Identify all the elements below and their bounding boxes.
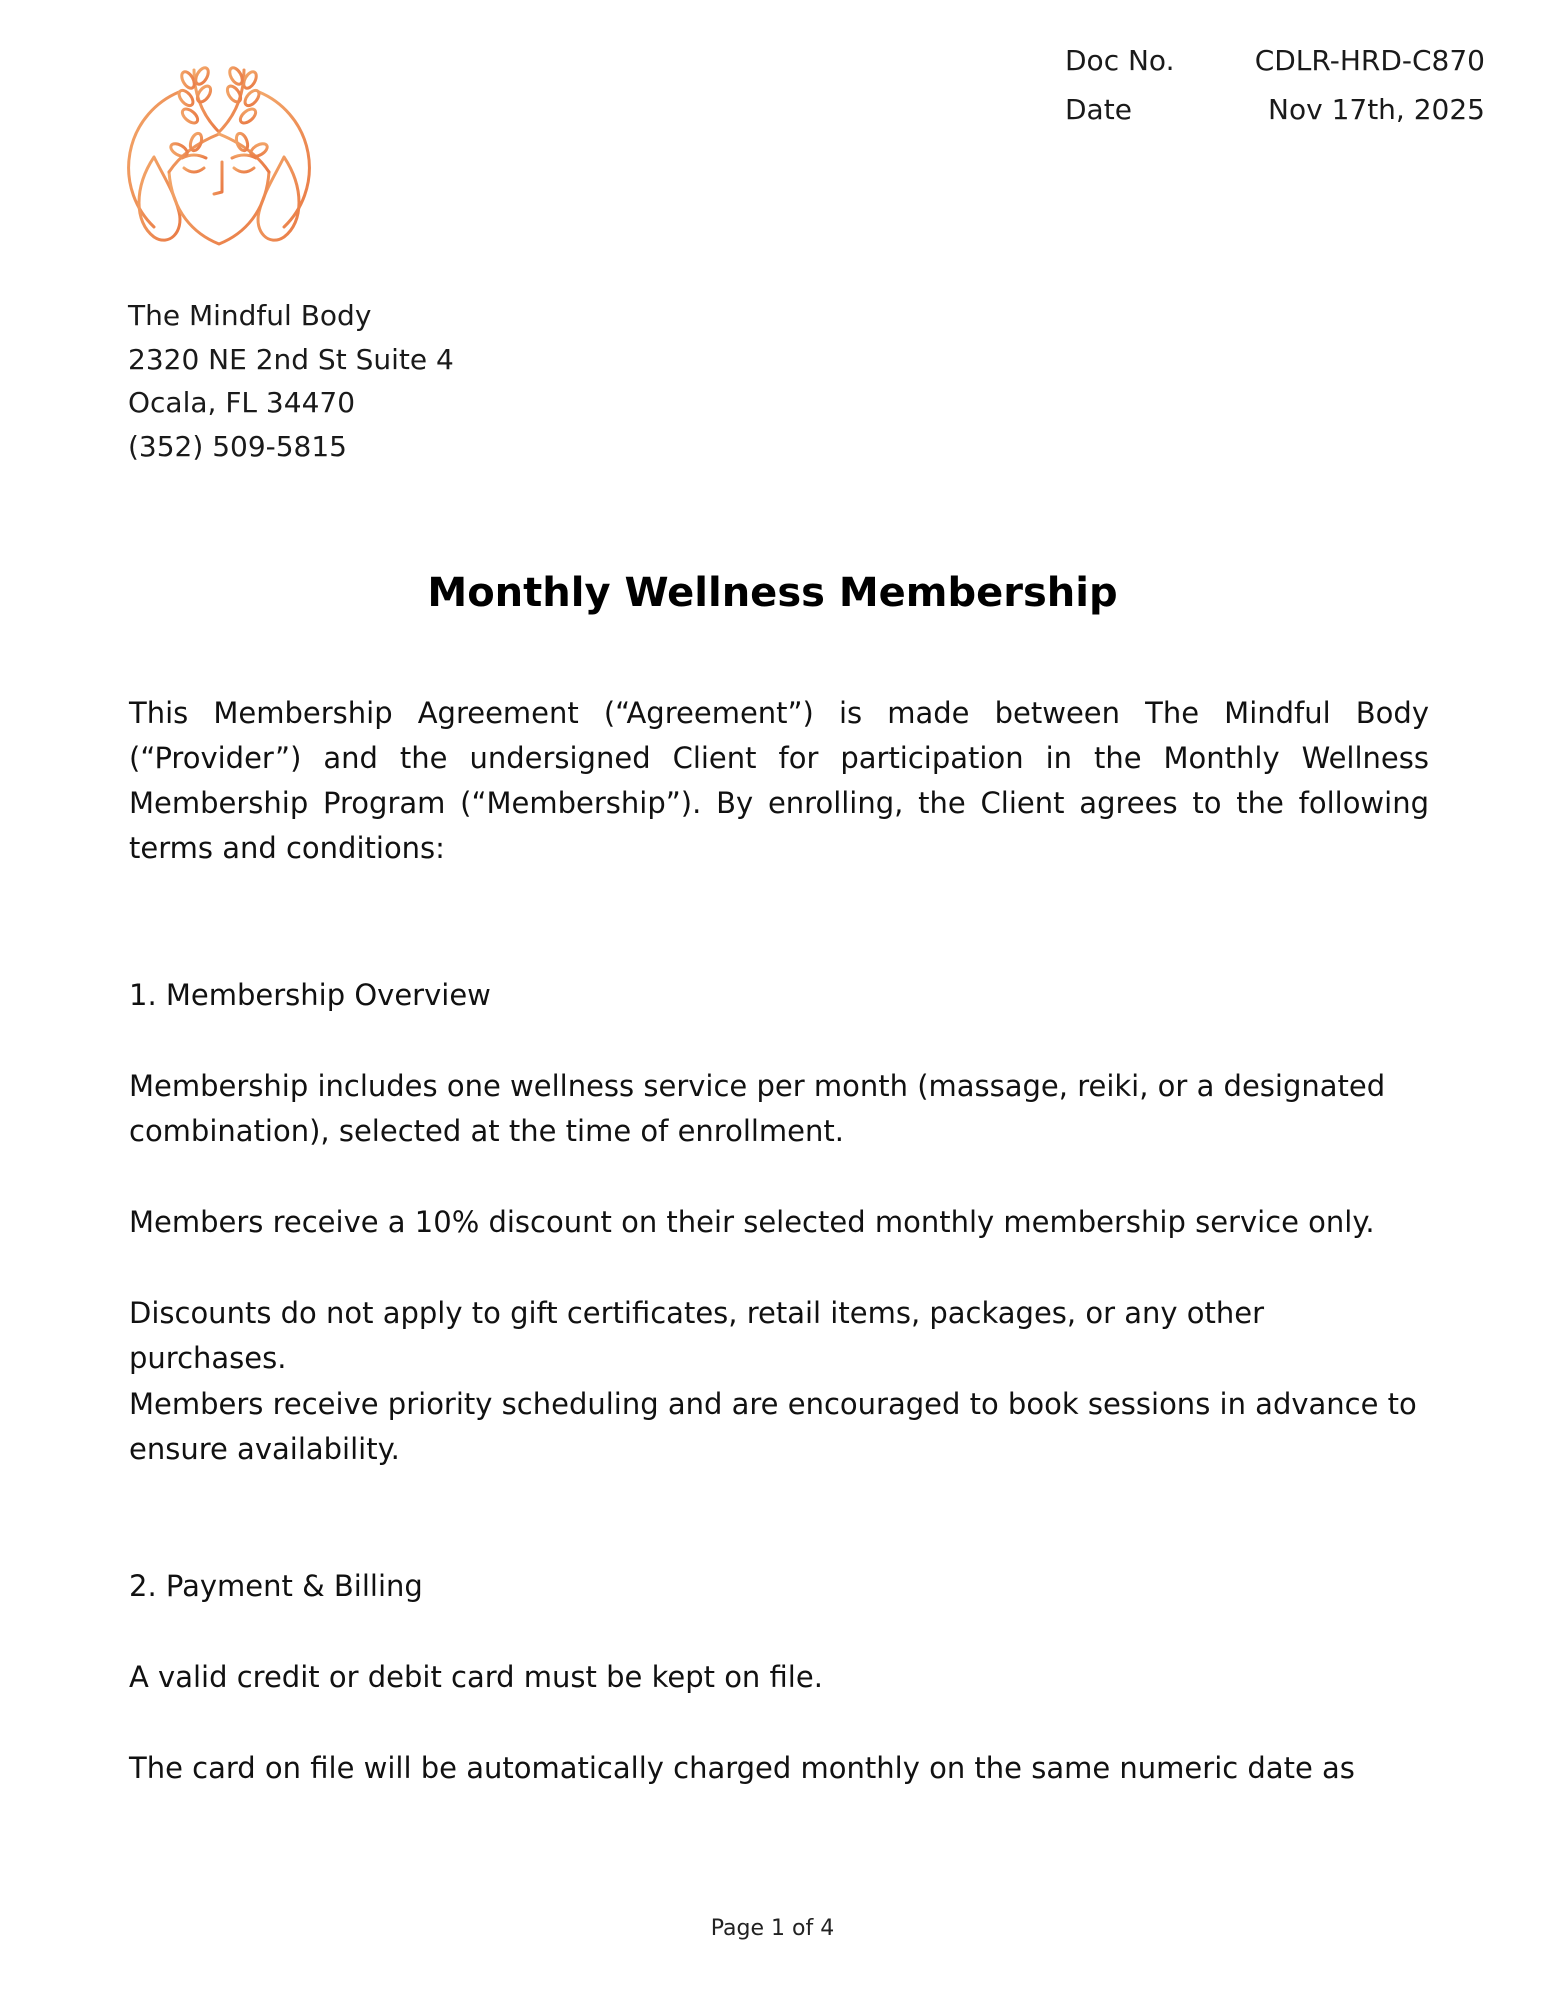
doc-no-value: CDLR-HRD-C870 bbox=[1254, 44, 1485, 77]
date-value: Nov 17th, 2025 bbox=[1268, 93, 1485, 126]
document-title: Monthly Wellness Membership bbox=[427, 570, 1118, 616]
section-1-paragraph-4: Members receive priority scheduling and are encouraged to book sessions in advance to ensure availability. bbox=[129, 1387, 1417, 1466]
section-1-paragraph-3: Discounts do not apply to gift certificates, retail items, packages, or any other purchases. bbox=[129, 1296, 1265, 1375]
section-heading-membership-overview: 1. Membership Overview bbox=[129, 978, 491, 1012]
section-2-paragraph-1: A valid credit or debit card must be kept on file. bbox=[129, 1660, 823, 1694]
provider-phone: (352) 509-5815 bbox=[128, 429, 347, 463]
provider-city: Ocala, FL 34470 bbox=[128, 386, 356, 419]
section-1-paragraph-1: Membership includes one wellness service per month (massage, reiki, or a designated combination), selected at the time of enrollment. bbox=[129, 1069, 1386, 1148]
doc-no-row bbox=[1065, 44, 1485, 93]
document-meta bbox=[1065, 44, 1485, 142]
intro-paragraph: This Membership Agreement (“Agreement”) is made between The Mindful Body (“Provider”) and the undersigned Client for participation in the Monthly Wellness Membership Program (“Membership”). By enrolling, the Client agrees to the following terms and conditions: bbox=[129, 696, 1429, 865]
section-1-paragraph-2: Members receive a 10% discount on their selected monthly membership service only. bbox=[129, 1205, 1375, 1239]
provider-name: The Mindful Body bbox=[128, 299, 372, 332]
face-with-laurel-logo-icon bbox=[124, 62, 314, 254]
date-label: Date bbox=[1065, 93, 1132, 126]
provider-street: 2320 NE 2nd St Suite 4 bbox=[128, 342, 454, 376]
page-number: Page 1 of 4 bbox=[710, 1916, 835, 1941]
doc-no-label: Doc No. bbox=[1065, 44, 1175, 77]
company-logo bbox=[124, 62, 314, 254]
section-2-paragraph-2: The card on file will be automatically charged monthly on the same numeric date as bbox=[129, 1751, 1355, 1785]
provider-address bbox=[128, 294, 454, 468]
section-heading-payment-billing: 2. Payment & Billing bbox=[129, 1569, 423, 1603]
date-row bbox=[1065, 93, 1485, 142]
